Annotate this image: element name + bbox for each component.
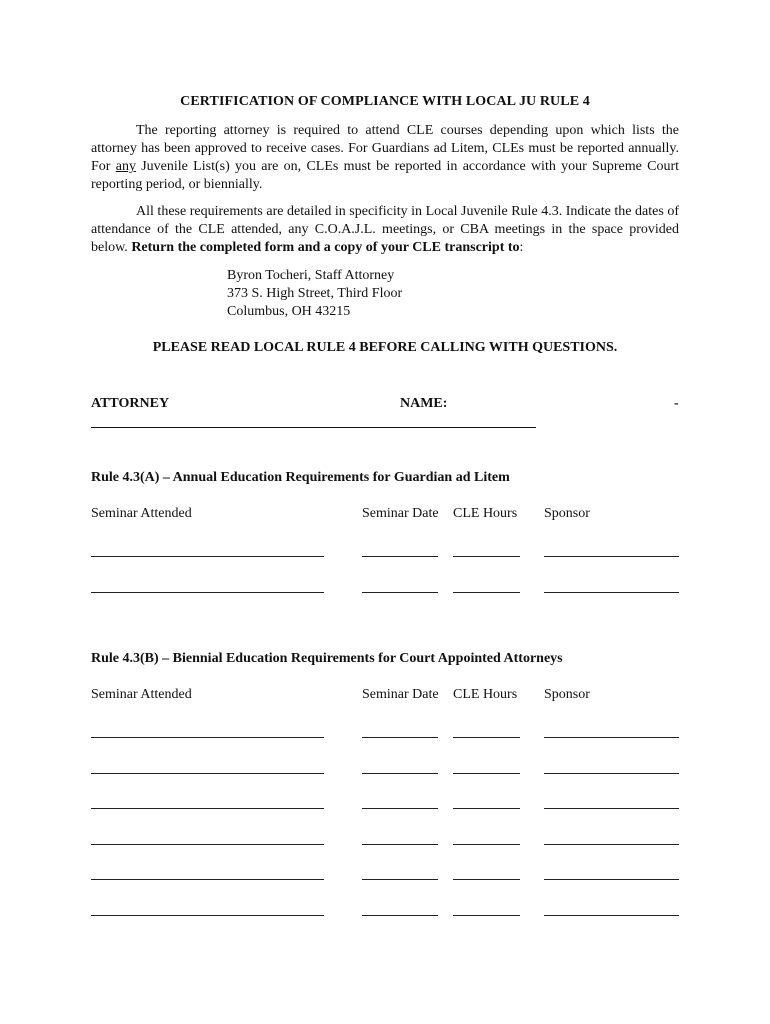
address-line-2: 373 S. High Street, Third Floor [227,286,403,301]
section-a-col-seminar: Seminar Attended [91,506,192,521]
section-a-hours-field[interactable] [453,556,520,557]
section-b-col-hours: CLE Hours [453,687,518,702]
section-b-blank-row [0,773,770,774]
intro-underlined-word: any [115,159,136,174]
section-a-hours-field[interactable] [453,592,520,593]
attorney-label: ATTORNEY [91,396,170,411]
section-b-seminar-field[interactable] [91,844,324,845]
section-a-col-date: Seminar Date [362,506,439,521]
section-a-date-field[interactable] [362,556,438,557]
section-a-seminar-field[interactable] [91,592,324,593]
instructions-bold-text: Return the completed form and a copy of your CLE transcript to [131,240,520,255]
instructions-text-2: : [519,240,524,255]
intro-text-2: Juvenile List(s) you are on, CLEs must be reported in accordance with your Supreme Court reporting period, or biennially. [91,159,679,192]
form-title: CERTIFICATION OF COMPLIANCE WITH LOCAL JU RULE 4 [180,94,590,109]
section-b-col-sponsor: Sponsor [544,687,590,702]
section-b-blank-row [0,915,770,916]
section-b-date-field[interactable] [362,915,438,916]
address-line-1: Byron Tocheri, Staff Attorney [227,268,395,283]
section-b-sponsor-field[interactable] [544,915,679,916]
attorney-name-label: NAME: [400,396,448,411]
section-b-seminar-field[interactable] [91,737,324,738]
section-b-sponsor-field[interactable] [544,879,679,880]
section-a-title: Rule 4.3(A) – Annual Education Requirements for Guardian ad Litem [91,470,510,485]
section-b-date-field[interactable] [362,737,438,738]
section-b-date-field[interactable] [362,808,438,809]
section-b-date-field[interactable] [362,844,438,845]
section-b-col-seminar: Seminar Attended [91,687,192,702]
mailing-address [227,267,402,321]
section-b-blank-row [0,737,770,738]
section-a-col-hours: CLE Hours [453,506,518,521]
section-b-sponsor-field[interactable] [544,773,679,774]
intro-paragraph [91,122,679,194]
section-b-hours-field[interactable] [453,915,520,916]
section-a-date-field[interactable] [362,592,438,593]
section-a-sponsor-field[interactable] [544,592,679,593]
section-b-col-date: Seminar Date [362,687,439,702]
attorney-name-field[interactable] [91,427,536,428]
section-a-col-sponsor: Sponsor [544,506,590,521]
section-b-seminar-field[interactable] [91,879,324,880]
address-line-3: Columbus, OH 43215 [227,304,351,319]
section-a-sponsor-field[interactable] [544,556,679,557]
instructions-text-1: All these requirements are detailed in specificity in Local Juvenile Rule 4.3. Indicate the dates of attendance of the CLE attended, any C.O.A.J.L. meetings, or CBA meetings in the space provided below. [91,204,679,255]
section-b-seminar-field[interactable] [91,808,324,809]
questions-notice: PLEASE READ LOCAL RULE 4 BEFORE CALLING WITH QUESTIONS. [152,340,618,355]
section-b-date-field[interactable] [362,879,438,880]
section-b-blank-row [0,879,770,880]
instructions-paragraph [91,203,679,257]
section-b-hours-field[interactable] [453,879,520,880]
section-b-seminar-field[interactable] [91,915,324,916]
intro-text-1: The reporting attorney is required to attend CLE courses depending upon which lists the attorney has been approved to receive cases. For Guardians ad Litem, CLEs must be reported annually. For [91,123,679,174]
section-b-blank-row [0,844,770,845]
section-b-hours-field[interactable] [453,773,520,774]
section-b-hours-field[interactable] [453,844,520,845]
section-b-blank-row [0,808,770,809]
section-b-hours-field[interactable] [453,737,520,738]
section-a-blank-row [0,556,770,557]
section-a-blank-row [0,592,770,593]
section-b-sponsor-field[interactable] [544,737,679,738]
attorney-trailing-dash: - [674,396,679,411]
section-a-seminar-field[interactable] [91,556,324,557]
section-b-date-field[interactable] [362,773,438,774]
section-b-sponsor-field[interactable] [544,808,679,809]
section-b-hours-field[interactable] [453,808,520,809]
section-b-sponsor-field[interactable] [544,844,679,845]
section-b-seminar-field[interactable] [91,773,324,774]
section-b-title: Rule 4.3(B) – Biennial Education Requirements for Court Appointed Attorneys [91,651,563,666]
